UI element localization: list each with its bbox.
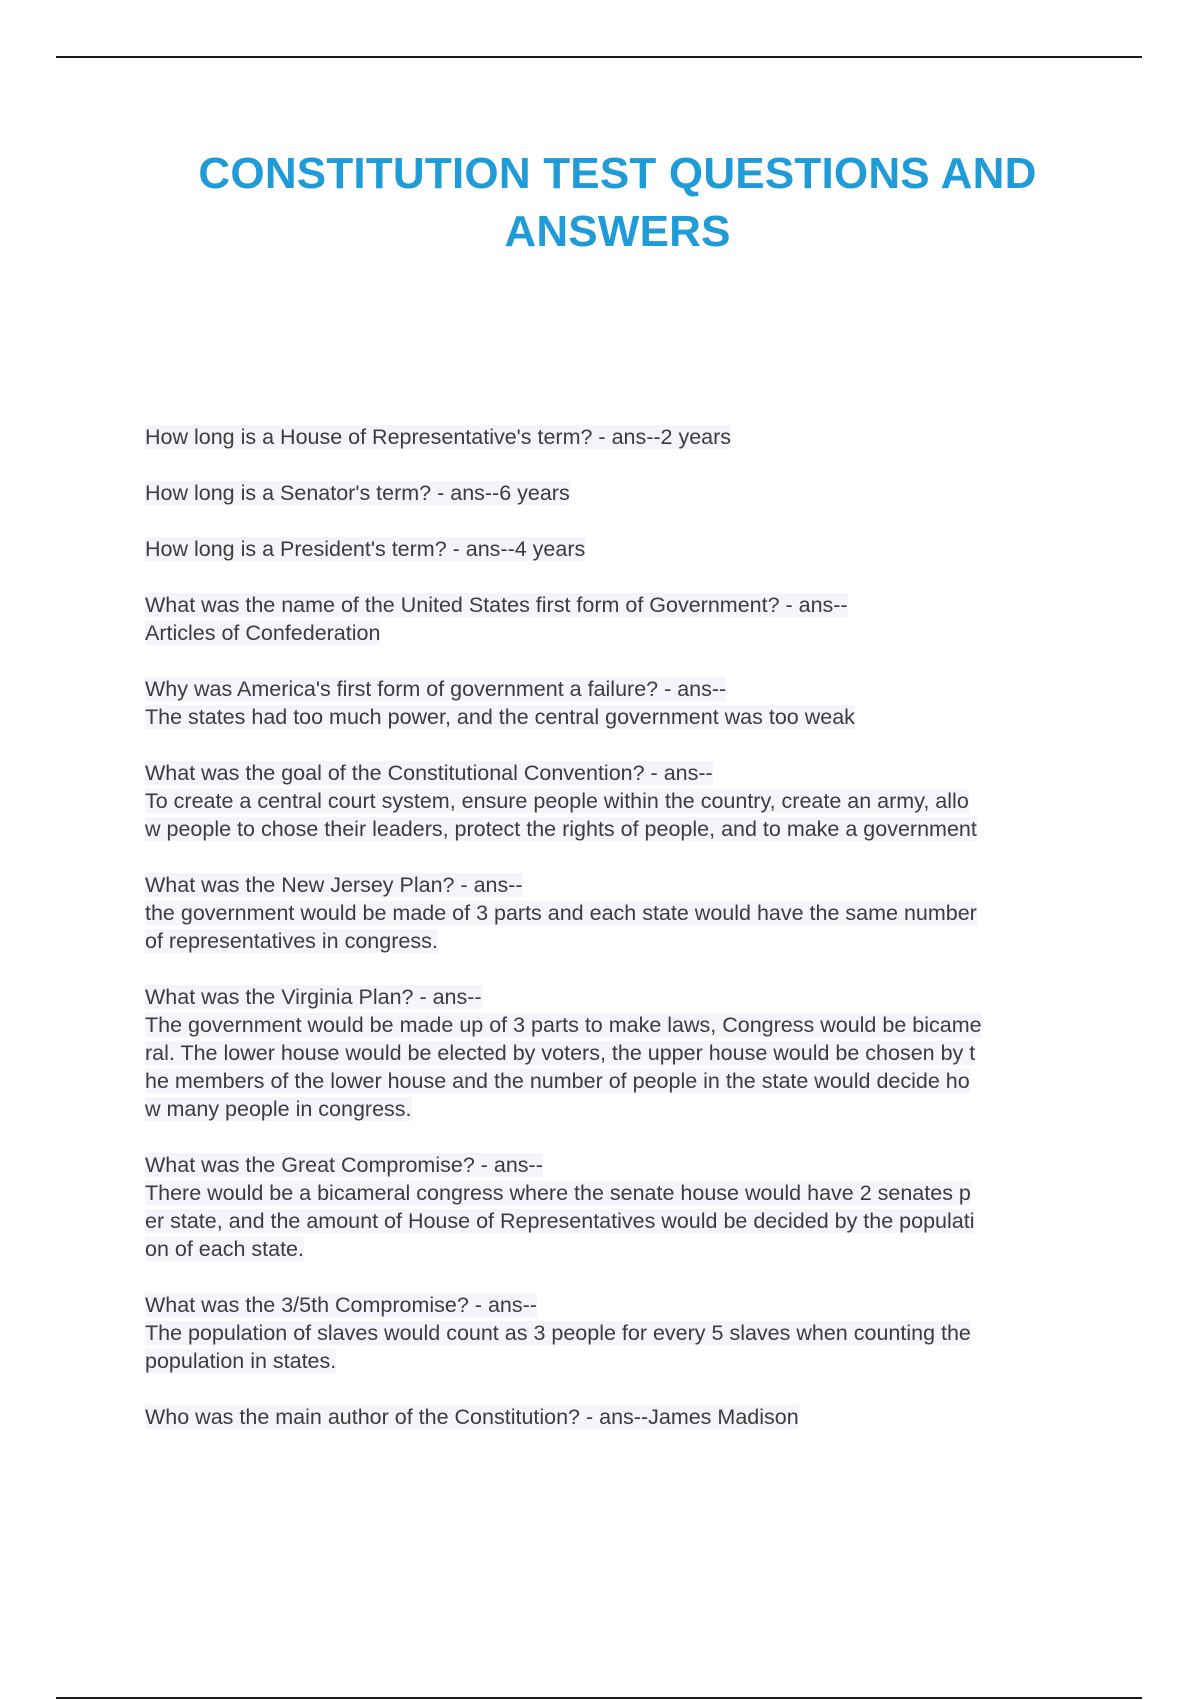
qa-line bbox=[145, 871, 1095, 899]
qa-line bbox=[145, 591, 1095, 619]
answer-text: w people to chose their leaders, protect the rights of people, and to make a government bbox=[145, 817, 977, 841]
qa-line bbox=[145, 1095, 1095, 1123]
qa-item-7 bbox=[145, 871, 1095, 955]
qa-line bbox=[145, 1067, 1095, 1095]
qa-line bbox=[145, 983, 1095, 1011]
answer-text: There would be a bicameral congress where the senate house would have 2 senates p bbox=[145, 1181, 971, 1205]
answer-text: the government would be made of 3 parts and each state would have the same number bbox=[145, 901, 977, 925]
question-text: What was the goal of the Constitutional Convention? - ans-- bbox=[145, 761, 713, 785]
qa-line bbox=[145, 787, 1095, 815]
qa-item-9 bbox=[145, 1151, 1095, 1263]
qa-item-5 bbox=[145, 675, 1095, 731]
answer-text: population in states. bbox=[145, 1349, 337, 1373]
top-divider bbox=[56, 56, 1142, 58]
question-text: What was the name of the United States first form of Government? - ans-- bbox=[145, 593, 848, 617]
qa-line bbox=[145, 1403, 1095, 1431]
qa-line bbox=[145, 815, 1095, 843]
question-text: How long is a President's term? - ans--4 years bbox=[145, 537, 586, 561]
answer-text: ral. The lower house would be elected by voters, the upper house would be chosen by t bbox=[145, 1041, 976, 1065]
question-text: How long is a House of Representative's term? - ans--2 years bbox=[145, 425, 732, 449]
qa-line bbox=[145, 899, 1095, 927]
qa-item-2 bbox=[145, 479, 1095, 507]
qa-line bbox=[145, 479, 1095, 507]
qa-line bbox=[145, 1011, 1095, 1039]
qa-line bbox=[145, 1347, 1095, 1375]
answer-text: on of each state. bbox=[145, 1237, 304, 1261]
qa-line bbox=[145, 1179, 1095, 1207]
qa-line bbox=[145, 1235, 1095, 1263]
qa-line bbox=[145, 927, 1095, 955]
qa-line bbox=[145, 619, 1095, 647]
question-text: What was the New Jersey Plan? - ans-- bbox=[145, 873, 523, 897]
qa-line bbox=[145, 423, 1095, 451]
qa-line bbox=[145, 759, 1095, 787]
answer-text: Articles of Confederation bbox=[145, 621, 381, 645]
qa-line bbox=[145, 1151, 1095, 1179]
answer-text: The states had too much power, and the central government was too weak bbox=[145, 705, 855, 729]
answer-text: of representatives in congress. bbox=[145, 929, 438, 953]
qa-item-10 bbox=[145, 1291, 1095, 1375]
qa-line bbox=[145, 1291, 1095, 1319]
qa-item-11 bbox=[145, 1403, 1095, 1431]
qa-item-6 bbox=[145, 759, 1095, 843]
answer-text: he members of the lower house and the number of people in the state would decide ho bbox=[145, 1069, 970, 1093]
qa-list bbox=[145, 423, 1095, 1459]
question-text: What was the Virginia Plan? - ans-- bbox=[145, 985, 482, 1009]
question-text: Who was the main author of the Constitution? - ans--James Madison bbox=[145, 1405, 799, 1429]
qa-line bbox=[145, 1207, 1095, 1235]
qa-item-1 bbox=[145, 423, 1095, 451]
qa-line bbox=[145, 1319, 1095, 1347]
document-title: CONSTITUTION TEST QUESTIONS AND ANSWERS bbox=[198, 149, 1037, 256]
qa-line bbox=[145, 703, 1095, 731]
qa-item-3 bbox=[145, 535, 1095, 563]
answer-text: The government would be made up of 3 parts to make laws, Congress would be bicame bbox=[145, 1013, 982, 1037]
answer-text: er state, and the amount of House of Representatives would be decided by the populati bbox=[145, 1209, 975, 1233]
qa-line bbox=[145, 675, 1095, 703]
answer-text: The population of slaves would count as 3 people for every 5 slaves when counting the bbox=[145, 1321, 971, 1345]
bottom-divider bbox=[56, 1697, 1142, 1699]
question-text: Why was America's first form of government a failure? - ans-- bbox=[145, 677, 727, 701]
question-text: What was the 3/5th Compromise? - ans-- bbox=[145, 1293, 537, 1317]
question-text: What was the Great Compromise? - ans-- bbox=[145, 1153, 543, 1177]
qa-item-4 bbox=[145, 591, 1095, 647]
question-text: How long is a Senator's term? - ans--6 years bbox=[145, 481, 570, 505]
qa-line bbox=[145, 1039, 1095, 1067]
answer-text: w many people in congress. bbox=[145, 1097, 412, 1121]
qa-line bbox=[145, 535, 1095, 563]
qa-item-8 bbox=[145, 983, 1095, 1123]
answer-text: To create a central court system, ensure people within the country, create an army, allo bbox=[145, 789, 969, 813]
